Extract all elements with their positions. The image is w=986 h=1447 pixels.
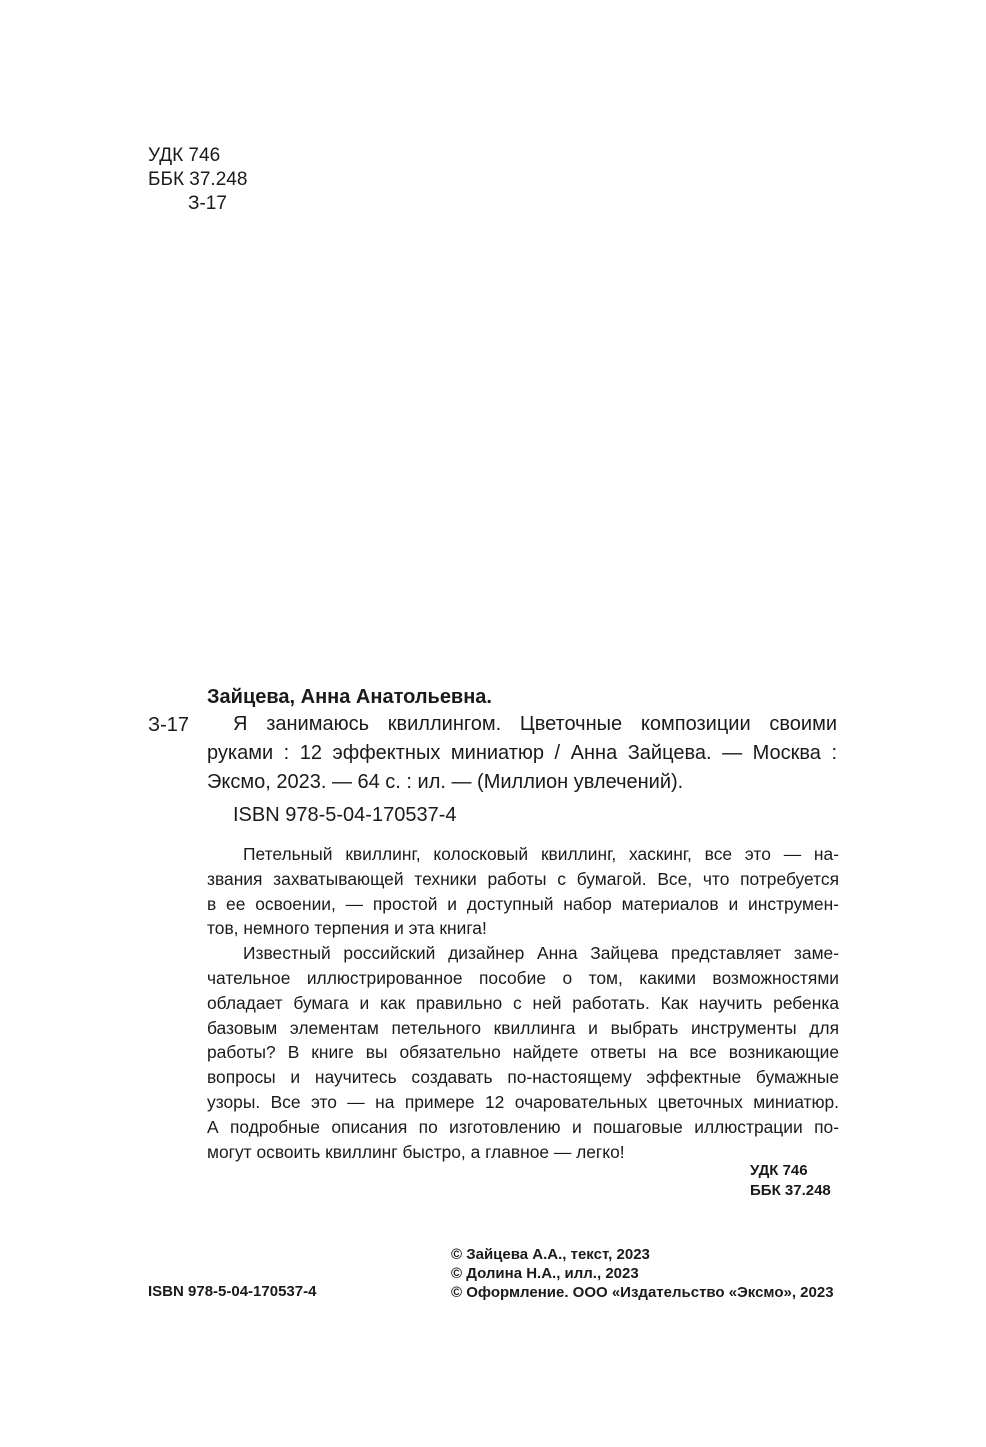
copyright-line: © Зайцева А.А., текст, 2023 [451,1246,650,1263]
abstract [207,842,839,1164]
title-block [207,710,837,797]
copyright-line: © Долина Н.А., илл., 2023 [451,1265,639,1282]
abstract-line: чательное иллюстрированное пособие о том, какими возможностями [207,967,839,988]
copyright-block [451,1245,834,1302]
abstract-line: Петельный квиллинг, колосковый квиллинг, хаскинг, все это — на- [243,844,839,864]
title-line: Эксмо, 2023. — 64 с. : ил. — (Миллион увлечений). [207,771,684,793]
abstract-line: звания захватывающей техники работы с бумагой. Все, что потребуется [207,868,839,889]
udk-bottom: УДК 746 [750,1162,808,1179]
abstract-line: Известный российский дизайнер Анна Зайцева представляет заме- [243,943,839,964]
copyright-line: © Оформление. ООО «Издательство «Эксмо», 2023 [451,1284,834,1301]
title-line: Я занимаюсь квиллингом. Цветочные композиции своими [233,713,837,735]
author-name: Зайцева, Анна Анатольевна. [207,686,492,708]
footer-isbn: ISBN 978-5-04-170537-4 [148,1283,317,1300]
abstract-line: обладает бумага и как правильно с ней работать. Как научить ребенка [207,992,839,1013]
abstract-line: тов, немного терпения и эта книга! [207,918,487,939]
abstract-line: узоры. Все это — на примере 12 очаровательных цветочных миниатюр. [207,1091,839,1112]
abstract-line: могут освоить квиллинг быстро, а главное — легко! [207,1141,625,1162]
bbk-top: ББК 37.248 [148,169,248,190]
abstract-line: А подробные описания по изготовлению и пошаговые иллюстрации по- [207,1116,839,1137]
title-line: руками : 12 эффектных миниатюр / Анна Зайцева. — Москва : [207,742,837,764]
abstract-line: базовым элементам петельного квиллинга и выбрать инструменты для [207,1017,839,1038]
bbk-bottom: ББК 37.248 [750,1182,831,1199]
udk-top: УДК 746 [148,145,221,166]
author-code-top: З-17 [188,193,227,214]
abstract-line: работы? В книге вы обязательно найдете ответы на все возникающие [207,1042,839,1063]
isbn: ISBN 978-5-04-170537-4 [233,804,457,826]
author-code: З-17 [148,714,189,736]
abstract-line: в ее освоении, — простой и доступный набор материалов и инструмен- [207,893,839,914]
abstract-line: вопросы и научитесь создавать по-настоящему эффектные бумажные [207,1067,839,1088]
